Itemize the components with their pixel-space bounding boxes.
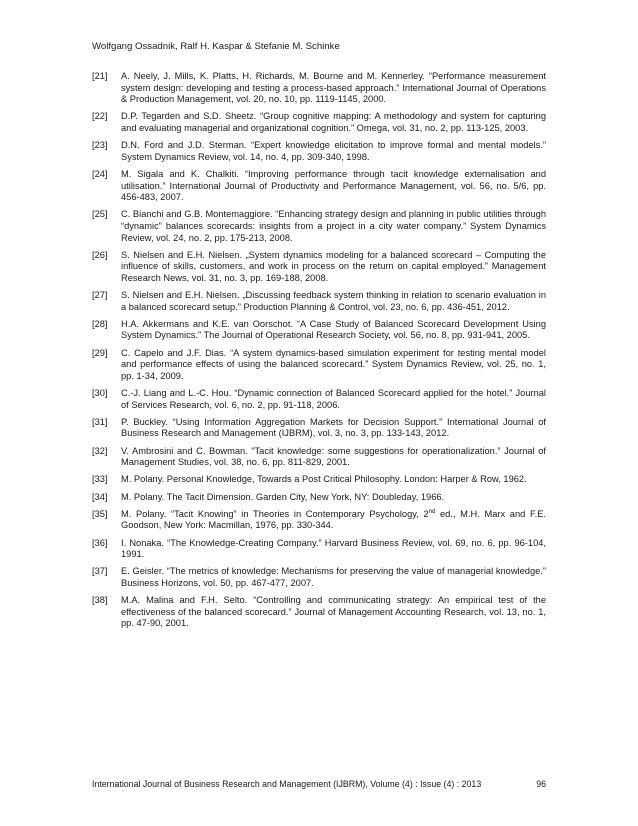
reference-text-part: ed., M.H. Marx and F.E. Goodson, New York: Macmillan, 1976, pp. 330-344.	[121, 508, 546, 531]
running-footer	[92, 779, 546, 789]
reference-number: [23]	[92, 140, 108, 151]
reference-text: D.P. Tegarden and S.D. Sheetz. “Group cognitive mapping: A methodology and system for capturing and evaluating managerial and organizational cognition.” Omega, vol. 31, no. 2, pp. 113-125, 2003.	[121, 111, 546, 133]
reference-text: I. Nonaka. “The Knowledge-Creating Company.” Harvard Business Review, vol. 69, no. 6, pp. 96-104, 1991.	[121, 537, 546, 560]
reference-item	[92, 595, 546, 630]
reference-number: [26]	[92, 249, 108, 260]
reference-number: [33]	[92, 474, 108, 485]
reference-item	[92, 111, 546, 134]
reference-number: [36]	[92, 537, 108, 548]
reference-number: [38]	[92, 595, 108, 606]
reference-text: D.N. Ford and J.D. Sterman. “Expert knowledge elicitation to improve formal and mental models.” System Dynamics Review, vol. 14, no. 4, pp. 309-340, 1998.	[121, 140, 546, 162]
reference-item	[92, 417, 546, 440]
running-header: Wolfgang Ossadnik, Ralf H. Kaspar & Stefanie M. Schinke	[92, 41, 340, 52]
reference-item	[92, 290, 546, 313]
reference-item	[92, 474, 546, 486]
reference-item	[92, 209, 546, 244]
reference-item	[92, 348, 546, 383]
reference-number: [30]	[92, 388, 108, 398]
reference-item	[92, 388, 546, 411]
reference-item	[92, 169, 546, 204]
reference-item	[92, 538, 546, 561]
reference-text: M.A. Malina and F.H. Selto. “Controlling and communicating strategy: An empirical test of the effectiveness of the balanced scorecard.” Journal of Management Accounting Research, vol. 13, no. 1, pp. 47-90, 2001.	[121, 595, 546, 629]
reference-number: [25]	[92, 209, 108, 220]
reference-text: C.-J. Liang and L.-C. Hou. “Dynamic connection of Balanced Scorecard applied for the hotel.” Journal of Services Research, vol. 6, no. 2, pp. 91-118, 2006.	[121, 388, 546, 410]
reference-number: [31]	[92, 416, 108, 427]
reference-text: S. Nielsen and E.H. Nielsen. „Discussing feedback system thinking in relation to scenario evaluation in a balanced scorecard setup.” Production Planning & Control, vol. 23, no. 6, pp. 436-451, 2012.	[121, 290, 546, 312]
reference-number: [28]	[92, 318, 108, 329]
ordinal-superscript: nd	[428, 508, 436, 515]
reference-number: [37]	[92, 566, 108, 577]
reference-item	[92, 319, 546, 342]
reference-text: H.A. Akkermans and K.E. van Oorschot. “A Case Study of Balanced Scorecard Development Using System Dynamics.” The Journal of Operational Research Society, vol. 56, no. 8, pp. 931-941, 2005.	[121, 318, 546, 341]
reference-number: [24]	[92, 168, 108, 179]
reference-text: M. Sigala and K. Chalkiti. “Improving performance through tacit knowledge externalisation and utilisation.” International Journal of Productivity and Performance Management, vol. 56, no. 5/6, pp. 456-483, 2007.	[121, 168, 546, 203]
reference-number: [22]	[92, 111, 108, 122]
reference-text: E. Geisler. “The metrics of knowledge: Mechanisms for preserving the value of managerial knowledge.” Business Horizons, vol. 50, pp. 467-477, 2007.	[121, 566, 546, 588]
reference-number: [27]	[92, 290, 108, 301]
reference-text	[121, 509, 546, 532]
reference-item	[92, 140, 546, 163]
reference-item	[92, 71, 546, 106]
reference-number: [29]	[92, 347, 108, 358]
reference-number: [32]	[92, 445, 108, 456]
reference-item	[92, 492, 546, 504]
reference-list	[92, 71, 546, 635]
page-number: 96	[536, 779, 546, 789]
reference-text: P. Buckley. “Using Information Aggregation Markets for Decision Support.” International Journal of Business Research and Management (IJBRM), vol. 3, no. 3, pp. 133-143, 2012.	[121, 416, 546, 439]
reference-text: C. Capelo and J.F. Dias. “A system dynamics-based simulation experiment for testing mental model and performance effects of using the balanced scorecard.” System Dynamics Review, vol. 25, no. 1, pp. 1-34, 2009.	[121, 347, 546, 381]
reference-text: V. Ambrosini and C. Bowman. “Tacit knowledge: some suggestions for operationalization.” Journal of Management Studies, vol. 38, no. 6, pp. 811-829, 2001.	[121, 445, 546, 468]
reference-item	[92, 250, 546, 285]
journal-citation: International Journal of Business Research and Management (IJBRM), Volume (4) : Issue (4) : 2013	[92, 779, 482, 789]
reference-text: C. Bianchi and G.B. Montemaggiore. “Enhancing strategy design and planning in public utilities through “dynamic” balances scorecards: insights from a project in a city water company.” System Dynamics Review, vol. 24, no. 2, pp. 175-213, 2008.	[121, 209, 546, 243]
reference-number: [35]	[92, 508, 108, 519]
reference-text: M. Polany. The Tacit Dimension. Garden City, New York, NY: Doubleday, 1966.	[121, 491, 445, 502]
reference-item	[92, 509, 546, 532]
reference-text-part: M. Polany. “Tacit Knowing” in Theories in Contemporary Psychology, 2	[121, 508, 429, 519]
reference-item	[92, 446, 546, 469]
reference-item	[92, 566, 546, 589]
reference-text: M. Polany. Personal Knowledge, Towards a Post Critical Philosophy. London: Harper & Row, 1962.	[121, 474, 527, 485]
reference-text: A. Neely, J. Mills, K. Platts, H. Richards, M. Bourne and M. Kennerley. “Performance measurement system design: developing and testing a process-based approach.” International Journal of Operations & Production Management, vol. 20, no. 10, pp. 1119-1145, 2000.	[121, 71, 546, 105]
reference-text: S. Nielsen and E.H. Nielsen. „System dynamics modeling for a balanced scorecard – Computing the influence of skills, customers, and work in process on the return on capital employed.” Management Research News, vol. 31, no. 3, pp. 169-188, 2008.	[121, 249, 546, 283]
reference-number: [34]	[92, 491, 108, 502]
reference-number: [21]	[92, 71, 108, 81]
